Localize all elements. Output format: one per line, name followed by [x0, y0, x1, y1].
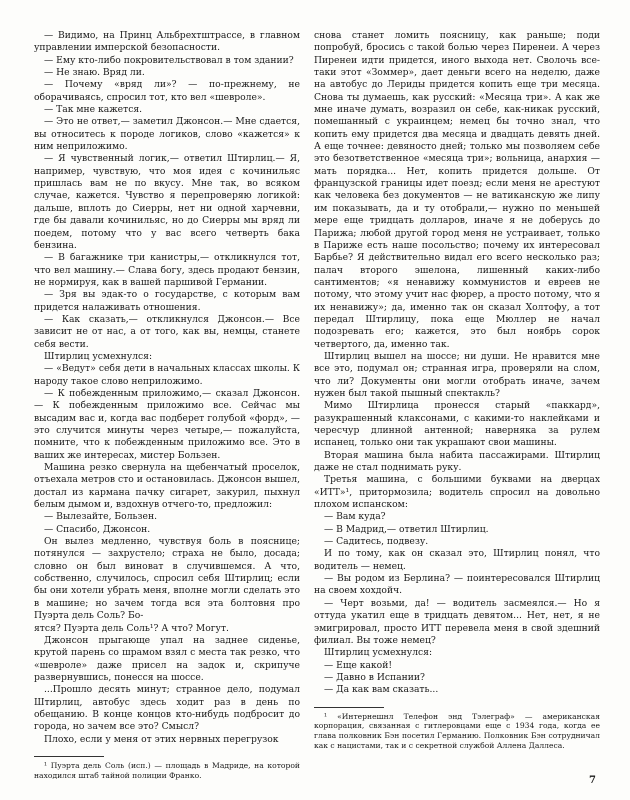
paragraph: Джонсон прыгающе упал на заднее сиденье, крутой парень со шрамом взял с места так резко, что «шевроле» даже присел на задок и, скрипуче развернувшись, понесся на шоссе. — [34, 634, 300, 683]
paragraph: — Видимо, на Принц Альбрехтштрассе, в главном управлении имперской безопасности. — [34, 30, 300, 54]
paragraph: — Спасибо, Джонсон. — [44, 523, 151, 535]
paragraph: — Вы родом из Берлина? — поинтересовался Штирлиц на своем хохдойч. — [314, 573, 600, 597]
paragraph: Плохо, если у меня от этих нервных перегрузок — [44, 733, 279, 745]
paragraph: Третья машина, с большими буквами на дверцах «ИТТ»¹, притормозила; водитель спросил на довольно плохом испанском: — [314, 474, 600, 511]
paragraph: — Зря вы эдак-то о государстве, с которым вам придется налаживать отношения. — [34, 289, 300, 313]
paragraph: — «Ведут» себя дети в начальных классах школы. К народу такое слово неприложимо. — [34, 363, 300, 387]
paragraph: — Еще какой! — [324, 659, 393, 671]
paragraph: — Ему кто-либо покровительствовал в том здании? — [44, 54, 294, 66]
paragraph: — Это не ответ,— заметил Джонсон.— Мне сдается, вы относитесь к породе логиков, слово «кажется» к ним неприложимо. — [34, 116, 300, 153]
paragraph: — Вам куда? — [324, 511, 386, 523]
paragraph: — Я чувственный логик,— ответил Штирлиц.— Я, например, чувствую, что моя идея с кочинильяс пришлась вам не по вкусу. Мне так, во всяком случае, кажется. Чувство я перепроверяю логикой: дальше, вплоть до Сиерры, нет ни одной харчевни, где бы давали кочинильяс, но до Сиерры мы вряд ли поедем, потому что у вас всего четверть бака бензина. — [34, 153, 300, 251]
paragraph: Штирлиц вышел на шоссе; ни души. Не нравится мне все это, подумал он; странная игра, проверяли на слом, что ли? Документы они могли отобрать иначе, зачем нужен был такой пышный спектакль? — [314, 350, 600, 399]
paragraph: — Как сказать,— откликнулся Джонсон.— Все зависит не от нас, а от того, как вы, немцы, станете себя вести. — [34, 313, 300, 350]
left-column — [34, 30, 300, 781]
paragraph: снова станет ломить поясницу, как раньше; поди попробуй, бросись с такой болью через Пиренеи. А через Пиренеи идти придется, иного выхода нет. Сволочь все-таки этот «Зоммер», дает деньги всего на неделю, даже на автобус до Лериды придется копить еще три месяца. Снова ты думаешь, как русский: «Месяца три». А как же мне иначе думать, возразил он себе, как-никак русский, помешанный с украинцем; немец бы точно знал, что копить ему придется два месяца и двадцать девять дней. А еще точнее: девяносто дней; только мы позволяем себе это безответственное «месяца три»; вольница, анархия — мать порядка... Нет, копить придется дольше. От французской границы идет поезд; если меня не арестуют как человека без документов — не ватиканскую же липу им показывать, да и ту отобрали,— нужно по меньшей мере еще тридцать долларов, иначе я не доберусь до Парижа; любой другой город меня не устраивает, только в Париже есть наше посольство; почему их интересовал Барбье? Я действительно видал его всего несколько раз; палач второго эшелона, лишенный каких-либо сантиментов; «я ненавижу коммунистов и евреев не потому, что этому учит нас фюрер, а просто потому, что я их ненавижу»; да, именно так он сказал Холтофу, а тот передал Штирлицу, пока еще Мюллер не начал подозревать его; кажется, это был ноябрь сорок четвертого, да, именно так. — [314, 30, 600, 350]
paragraph: — Черт возьми, да! — водитель засмеялся.— Но я оттуда укатил еще в тридцать девятом... Нет, нет, я не эмигрировал, просто ИТТ перевела меня в свой здешний филиал. Вы тоже немец? — [314, 597, 600, 646]
footnote: ¹ Пуэрта дель Соль (исп.) — площадь в Мадриде, на которой находился штаб тайной полиции Франко. — [34, 760, 300, 780]
page-number: 7 — [589, 775, 596, 786]
paragraph: Штирлиц усмехнулся: — [324, 647, 433, 659]
paragraph: Машина резко свернула на щебенчатый проселок, отъехала метров сто и остановилась. Джонсон вышел, достал из кармана пачку сигарет, закурил, пыхнул белым дымом и, вздохнув отчего-то, предложил: — [34, 462, 300, 511]
paragraph: — В Мадрид,— ответил Штирлиц. — [324, 523, 489, 535]
paragraph: — Садитесь, подвезу. — [324, 536, 429, 548]
paragraph: Штирлиц усмехнулся: — [44, 350, 153, 362]
paragraph: ...Прошло десять минут; странное дело, подумал Штирлиц, автобус здесь ходит раз в день по обещанию. В конце концов кто-нибудь подбросит до города, но зачем все это? Смысл? — [34, 684, 300, 733]
paragraph: — Так мне кажется. — [44, 104, 143, 116]
paragraph: — Давно в Испании? — [324, 671, 425, 683]
paragraph: Вторая машина была набита пассажирами. Штирлиц даже не стал поднимать руку. — [314, 449, 600, 474]
paragraph: Он вылез медленно, чувствуя боль в пояснице; потянулся — захрустело; страха не было, досада; словно он был виноват в случившемся. А что, собственно, случилось, спросил себя Штирлиц; если бы они хотели убрать меня, вполне могли сделать это в машине; но зачем тогда вся эта болтовня про Пуэрта дель Соль? Бо- — [34, 536, 300, 622]
footnote-divider — [34, 756, 104, 757]
paragraph: — Почему «вряд ли»? — по-прежнему, не оборачиваясь, спросил тот, кто вел «шевроле». — [34, 79, 300, 103]
footnote-divider — [314, 707, 384, 708]
paragraph: — Да как вам сказать... — [324, 684, 439, 696]
paragraph: Мимо Штирлица пронесся старый «паккард», разукрашенный клаксонами, с какими-то наклейками и чересчур длинной антенной; наверняка за рулем испанец, только они так украшают свои машины. — [314, 400, 600, 449]
paragraph: ятся? Пуэрта дель Соль¹? А что? Могут. — [34, 622, 229, 634]
footnote: ¹ «Интернешнл Телефон энд Тэлеграф» — американская корпорация, связанная с гитлеровцами еще с 1934 года, когда ее глава полковник Бэн посетил Германию. Полковник Бэн сотрудничал как с нацистами, так и с секретной службой Аллена Даллеса. — [314, 711, 600, 750]
right-column — [314, 30, 600, 751]
paragraph: — Не знаю. Вряд ли. — [44, 67, 145, 79]
paragraph: — К побежденным приложимо,— сказал Джонсон.— К побежденным приложимо все. Сейчас мы высадим вас и, когда вас подберет голубой «форд», — это случится минуты через четыре,— пожалуйста, помните, что к побежденным приложимо все. Это в ваших же интересах, мистер Бользен. — [34, 387, 300, 461]
paragraph: — Вылезайте, Бользен. — [44, 511, 158, 523]
paragraph: — В багажнике три канистры,— откликнулся тот, что вел машину.— Слава богу, здесь продают бензин, не нормируя, как в вашей паршивой Германии. — [34, 252, 300, 288]
paragraph: И по тому, как он сказал это, Штирлиц понял, что водитель — немец. — [314, 548, 600, 572]
